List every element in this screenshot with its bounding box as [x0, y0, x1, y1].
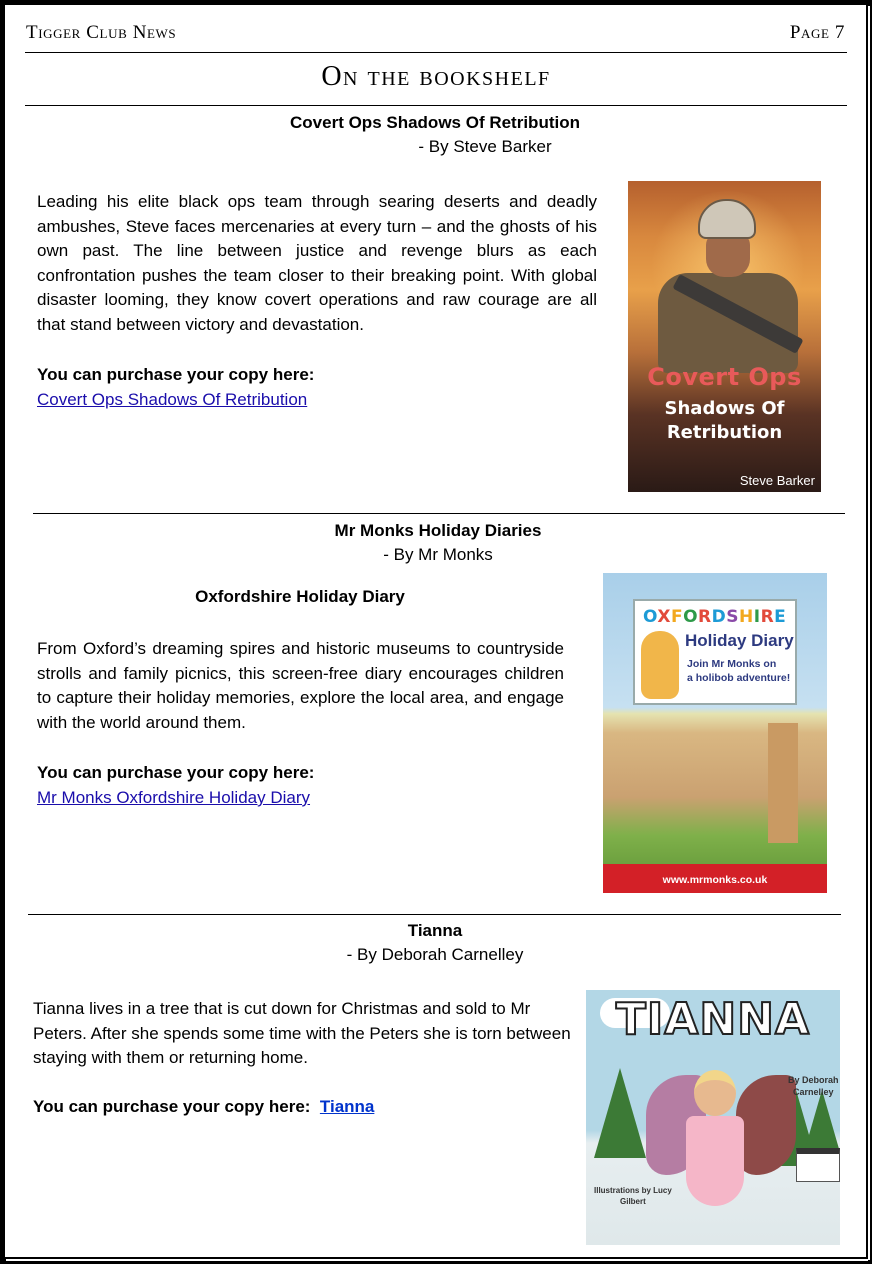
book-author: - By Steve Barker — [418, 137, 552, 156]
publication-name: Tigger Club News — [26, 22, 177, 43]
book-title: Tianna — [407, 921, 463, 940]
book-title: Mr Monks Holiday Diaries — [334, 521, 542, 540]
book-title: Covert Ops Shadows Of Retribution — [290, 113, 580, 132]
book-divider — [28, 914, 841, 915]
purchase-row — [33, 1097, 374, 1117]
cover-subtitle: Holiday Diary — [685, 631, 794, 650]
page-number: Page 7 — [789, 22, 845, 43]
cover-subtitle: Shadows Of Retribution — [664, 398, 785, 443]
frame-border — [868, 6, 870, 1260]
purchase-link[interactable]: Mr Monks Oxfordshire Holiday Diary — [37, 788, 311, 807]
cover-url: www.mrmonks.co.uk — [662, 874, 768, 886]
book-author: - By Deborah Carnelley — [346, 945, 524, 964]
book-description: Leading his elite black ops team through searing deserts and deadly ambushes, Steve faces mercenaries at every turn – and the ghosts of his own past. The line between justice and revenge blurs as each confrontation pushes the team closer to their breaking point. With global disaster looming, they know covert operations and raw courage are all that stand between victory and devastation. — [37, 192, 597, 334]
cover-title: OXFORDSHIRE — [643, 607, 787, 627]
book-description: From Oxford’s dreaming spires and historic museums to countryside strolls and family picnics, this screen-free diary encourages children to capture their holiday memories, explore the local area, and engage with the world around them. — [37, 639, 564, 732]
book-divider — [33, 513, 845, 514]
section-title: On the bookshelf — [321, 61, 551, 92]
purchase-label: You can purchase your copy here: — [37, 763, 315, 782]
purchase-link[interactable]: Covert Ops Shadows Of Retribution — [37, 390, 308, 409]
section-title-divider — [25, 105, 847, 106]
purchase-label: You can purchase your copy here: — [37, 365, 315, 384]
cover-author: By Deborah Carnelley — [788, 1075, 839, 1097]
cover-title: TIANNA — [615, 994, 811, 1045]
house-icon — [796, 1148, 840, 1182]
cover-title-card — [633, 599, 797, 705]
fairy-illustration — [686, 1116, 744, 1206]
book-cover-image — [603, 573, 827, 893]
book-author: - By Mr Monks — [383, 545, 493, 564]
college-tower-illustration — [768, 723, 798, 843]
tree-icon — [594, 1068, 646, 1158]
newsletter-page — [5, 5, 867, 1258]
dog-icon — [641, 631, 679, 699]
cover-tagline: Join Mr Monks on a holibob adventure! — [687, 658, 791, 684]
frame-border — [6, 1259, 868, 1261]
book-subtitle: Oxfordshire Holiday Diary — [195, 587, 405, 606]
cover-title: Covert Ops — [647, 363, 802, 391]
purchase-link[interactable]: Tianna — [319, 1097, 375, 1116]
cover-author: Steve Barker — [739, 473, 815, 488]
header-divider — [25, 52, 847, 53]
book-cover-image — [628, 181, 821, 492]
cover-illustrator: Illustrations by Lucy Gilbert — [594, 1186, 672, 1206]
book-description: Tianna lives in a tree that is cut down for Christmas and sold to Mr Peters. After she spends some time with the Peters she is torn between staying with them or returning home. — [33, 999, 571, 1067]
purchase-label: You can purchase your copy here: — [33, 1097, 311, 1116]
book-cover-image — [586, 990, 840, 1245]
